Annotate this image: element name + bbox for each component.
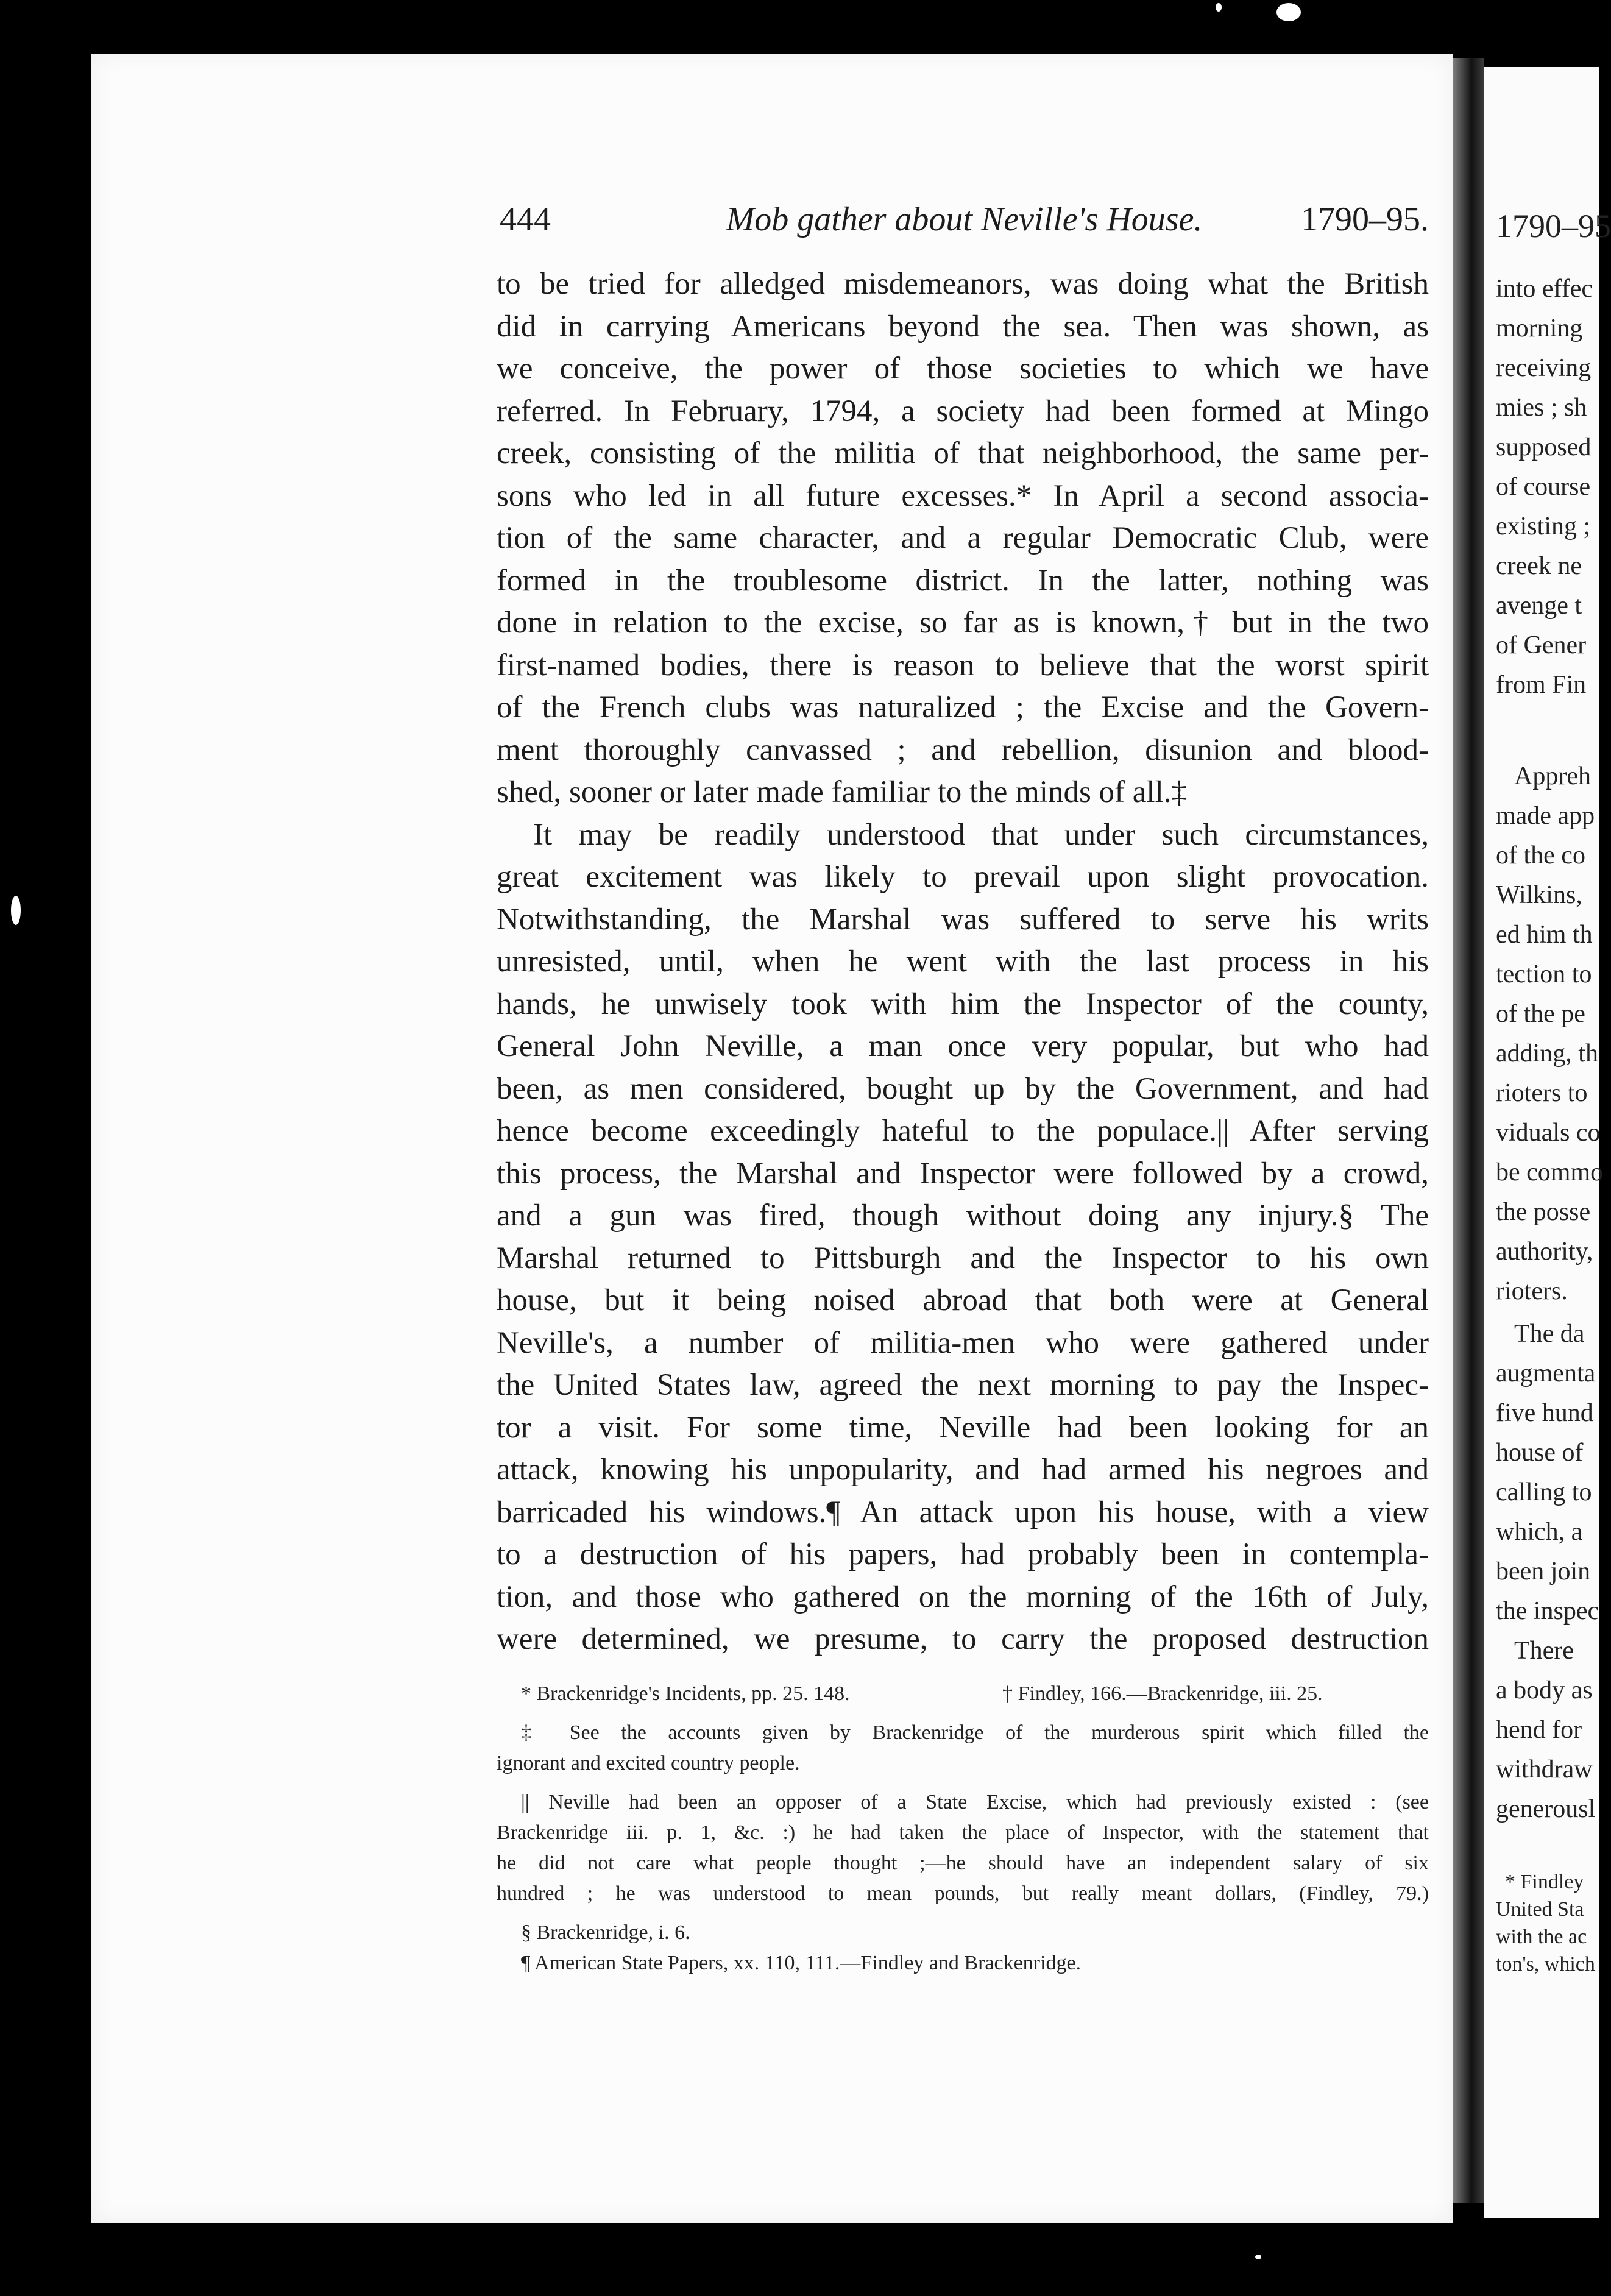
facing-line: Appreh [1514, 762, 1591, 790]
text-line: shed, sooner or later made familiar to the minds of all.‡ [497, 775, 1188, 809]
facing-line: generousl [1496, 1795, 1596, 1823]
facing-line: from Fin [1496, 671, 1587, 699]
footnote-parallel [497, 1787, 1429, 1909]
facing-line: the inspec [1496, 1597, 1599, 1625]
text-line: did in carrying Americans beyond the sea. Then was shown, as [497, 309, 1429, 344]
facing-line: mies ; sh [1496, 394, 1587, 422]
scan-speck [1255, 2255, 1261, 2259]
text-line: done in relation to the excise, so far as is known,† but in the two [497, 606, 1429, 640]
facing-footnote: * Findley [1505, 1871, 1584, 1893]
facing-page [1484, 67, 1611, 2218]
running-header [500, 195, 1429, 244]
footnote-row [497, 1679, 1429, 1709]
facing-line: morning [1496, 314, 1583, 342]
footnote-double-dagger [497, 1718, 1429, 1779]
facing-line: adding, th [1496, 1040, 1598, 1068]
facing-line: The da [1514, 1320, 1585, 1348]
facing-line: the posse [1496, 1198, 1591, 1226]
facing-line: withdraw [1496, 1756, 1593, 1784]
facing-line: of the co [1496, 842, 1585, 870]
text-line: unresisted, until, when he went with the last process in his [497, 944, 1429, 979]
text-line: It may be readily understood that under such circumstances, [533, 817, 1429, 852]
facing-line: of the pe [1496, 1000, 1585, 1028]
text-line: hence become exceedingly hateful to the populace.|| After serving [497, 1114, 1429, 1148]
facing-line: avenge t [1496, 592, 1582, 620]
text-line: and a gun was fired, though without doing any injury.§ The [497, 1199, 1429, 1233]
text-line: creek, consisting of the militia of that neighborhood, the same per- [497, 436, 1429, 470]
facing-line: existing ; [1496, 512, 1591, 540]
footnote-line: ignorant and excited country people. [497, 1752, 800, 1774]
facing-line: made app [1496, 802, 1595, 830]
facing-line: five hund [1496, 1399, 1593, 1427]
text-line: hands, he unwisely took with him the Inspector of the county, [497, 987, 1429, 1021]
facing-line: There [1514, 1637, 1574, 1665]
footnote-line: Brackenridge iii. p. 1, &c. :) he had taken the place of Inspector, with the statement that [497, 1821, 1429, 1844]
footnotes [497, 1679, 1429, 1979]
text-line: to be tried for alledged misdemeanors, was doing what the British [497, 267, 1429, 301]
facing-line: calling to [1496, 1478, 1592, 1506]
text-line: formed in the troublesome district. In the latter, nothing was [497, 563, 1429, 598]
facing-line: which, a [1496, 1518, 1583, 1546]
facing-line: be commo [1496, 1158, 1604, 1186]
text-line: Neville's, a number of militia-men who were gathered under [497, 1325, 1429, 1360]
text-line: Marshal returned to Pittsburgh and the Inspector to his own [497, 1241, 1429, 1275]
facing-line: rioters. [1496, 1277, 1568, 1305]
text-line: General John Neville, a man once very popular, but who had [497, 1029, 1429, 1063]
running-title: Mob gather about Neville's House. [726, 200, 1203, 238]
text-line: great excitement was likely to prevail upon slight provocation. [497, 860, 1429, 894]
footnote-line: ¶ American State Papers, xx. 110, 111.—Findley and Brackenridge. [521, 1952, 1082, 1974]
header-years: 1790–95. [1301, 200, 1429, 238]
footnote-line: he did not care what people thought ;—he should have an independent salary of six [497, 1852, 1429, 1874]
facing-line: a body as [1496, 1676, 1593, 1704]
footnote-line: || Neville had been an opposer of a State Excise, which had previously existed : (see [521, 1791, 1429, 1813]
facing-line: augmenta [1496, 1359, 1596, 1387]
text-line: barricaded his windows.¶ An attack upon his house, with a view [497, 1495, 1429, 1529]
facing-line: supposed [1496, 433, 1592, 461]
facing-footnote: ton's, which [1496, 1953, 1595, 1975]
text-line: we conceive, the power of those societies to which we have [497, 352, 1429, 386]
text-line: sons who led in all future excesses.* In April a second associa- [497, 478, 1429, 513]
footnote-star: * Brackenridge's Incidents, pp. 25. 148. [521, 1682, 850, 1705]
footnote-pilcrow [497, 1948, 1429, 1979]
text-line: ment thoroughly canvassed ; and rebellion, disunion and blood- [497, 732, 1429, 767]
footnote-section [497, 1918, 1429, 1948]
facing-line: authority, [1496, 1238, 1593, 1266]
text-line: first-named bodies, there is reason to believe that the worst spirit [497, 648, 1429, 682]
facing-line: Wilkins, [1496, 881, 1582, 909]
facing-line: been join [1496, 1557, 1591, 1586]
text-line: house, but it being noised abroad that both were at General [497, 1283, 1429, 1317]
scan-speck [1216, 3, 1222, 12]
scan-speck [1276, 3, 1301, 21]
facing-line: viduals co [1496, 1119, 1601, 1147]
facing-footnote: with the ac [1496, 1926, 1587, 1948]
text-line: referred. In February, 1794, a society had been formed at Mingo [497, 394, 1429, 428]
text-line: this process, the Marshal and Inspector were followed by a crowd, [497, 1156, 1429, 1191]
text-line: the United States law, agreed the next morning to pay the Inspec- [497, 1368, 1429, 1402]
body-text [497, 263, 1429, 1661]
text-line: tion, and those who gathered on the morning of the 16th of July, [497, 1579, 1429, 1614]
facing-line: into effec [1496, 275, 1593, 303]
text-line: attack, knowing his unpopularity, and had armed his negroes and [497, 1453, 1429, 1487]
facing-header: 1790–95 [1496, 208, 1611, 244]
facing-line: of Gener [1496, 631, 1587, 659]
facing-line: house of [1496, 1439, 1584, 1467]
facing-line: rioters to [1496, 1079, 1588, 1107]
text-line: were determined, we presume, to carry the proposed destruction [497, 1622, 1429, 1656]
book-gutter [1453, 58, 1484, 2203]
facing-line: receiving [1496, 354, 1592, 382]
text-line: to a destruction of his papers, had probably been in contempla- [497, 1537, 1429, 1571]
facing-line: creek ne [1496, 552, 1582, 580]
facing-line: ed him th [1496, 921, 1593, 949]
facing-footnote: United Sta [1496, 1898, 1584, 1921]
facing-line: hend for [1496, 1716, 1582, 1744]
text-line: tion of the same character, and a regular Democratic Club, were [497, 521, 1429, 555]
text-line: tor a visit. For some time, Neville had been looking for an [497, 1410, 1429, 1445]
page-number: 444 [500, 200, 551, 238]
text-line: Notwithstanding, the Marshal was suffered to serve his writs [497, 902, 1429, 937]
footnote-line: ‡ See the accounts given by Brackenridge of the murderous spirit which filled the [521, 1721, 1429, 1744]
text-line: of the French clubs was naturalized ; the Excise and the Govern- [497, 690, 1429, 725]
facing-line: of course [1496, 473, 1591, 501]
footnote-line: hundred ; he was understood to mean pounds, but really meant dollars, (Findley, 79.) [497, 1882, 1429, 1905]
footnote-dagger: † Findley, 166.—Brackenridge, iii. 25. [1002, 1682, 1323, 1705]
scan-speck [11, 896, 21, 925]
facing-line: tection to [1496, 960, 1592, 988]
text-line: been, as men considered, bought up by the Government, and had [497, 1071, 1429, 1106]
footnote-line: § Brackenridge, i. 6. [521, 1921, 690, 1944]
